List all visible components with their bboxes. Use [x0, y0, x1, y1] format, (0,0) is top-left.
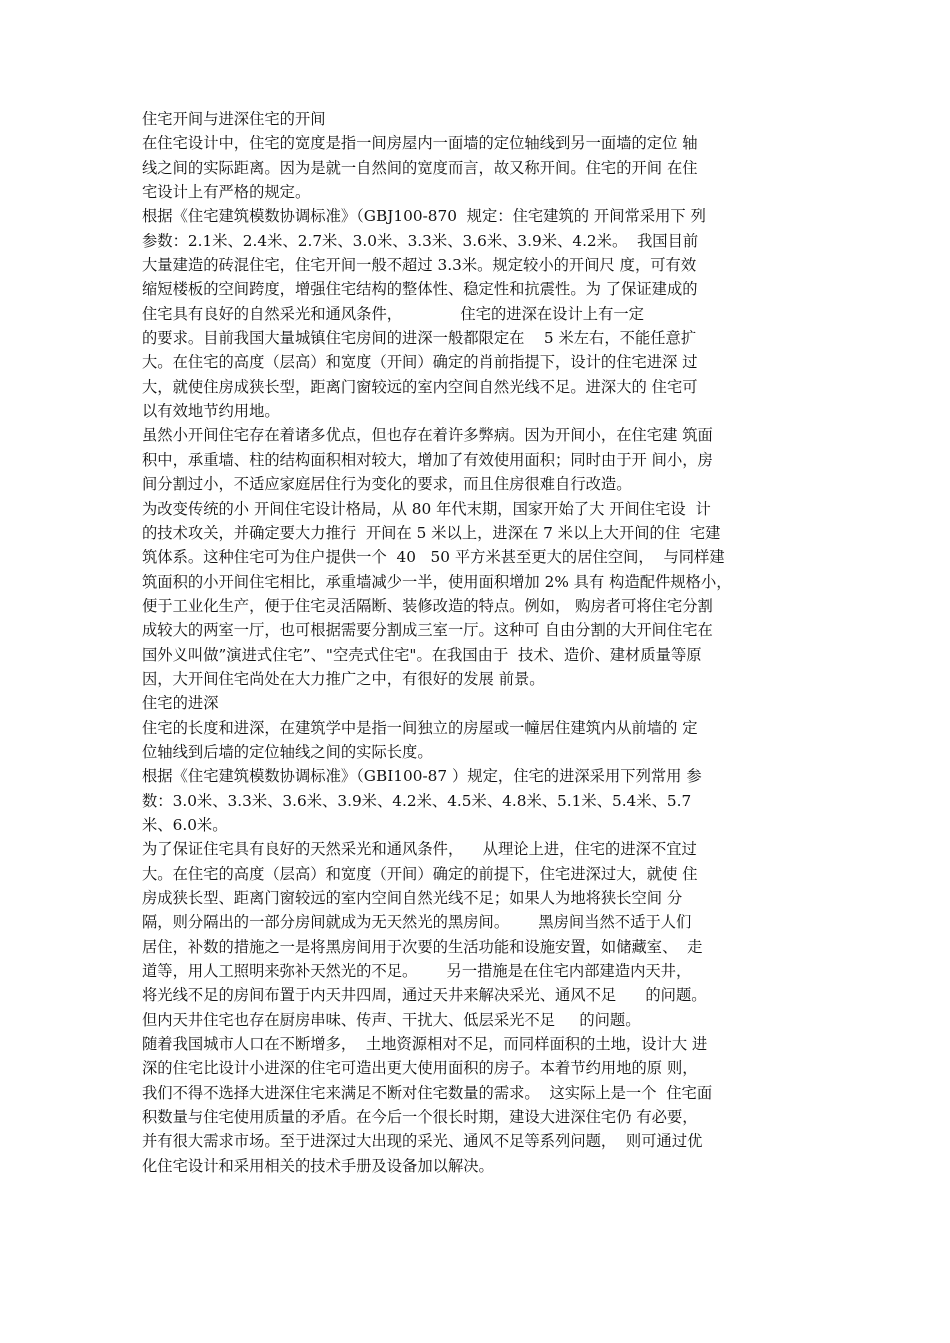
text-line: 随着我国城市人口在不断增多， 土地资源相对不足，而同样面积的土地，设计大 进 — [142, 1035, 708, 1054]
text-line: 我们不得不选择大进深住宅来满足不断对住宅数量的需求。 这实际上是一个 住宅面 — [142, 1083, 713, 1102]
text-line: 并有很大需求市场。至于进深过大出现的采光、通风不足等系列问题， 则可通过优 — [142, 1132, 703, 1151]
text-line: 大量建造的砖混住宅，住宅开间一般不超过 3.3米。规定较小的开间尺 度，可有效 — [142, 256, 697, 275]
text-line: 宅设计上有严格的规定。 — [142, 183, 311, 202]
text-line: 根据《住宅建筑模数协调标准》（GBI100-87 ）规定，住宅的进深采用下列常用 参 — [142, 767, 702, 786]
text-line: 的要求。目前我国大量城镇住宅房间的进深一般都限定在 5 米左右，不能任意扩 — [142, 329, 697, 348]
text-line: 筑体系。这种住宅可为住户提供一个 40 50 平方米甚至更大的居住空间， 与同样建 — [142, 548, 725, 567]
text-line: 道等，用人工照明来弥补天然光的不足。 另一措施是在住宅内部建造内天井， — [142, 962, 692, 981]
text-line: 深的住宅比设计小进深的住宅可造出更大使用面积的房子。本着节约用地的原 则， — [142, 1059, 698, 1078]
text-line: 住宅的进深 — [142, 694, 219, 713]
text-line: 线之间的实际距离。因为是就一自然间的宽度而言，故又称开间。住宅的开间 在住 — [142, 158, 698, 177]
text-line: 位轴线到后墙的定位轴线之间的实际长度。 — [142, 742, 433, 761]
text-line: 住宅开间与进深住宅的开间 — [142, 110, 326, 128]
text-line: 隔，则分隔出的一部分房间就成为无天然光的黑房间。 黑房间当然不适于人们 — [142, 913, 692, 932]
text-line: 但内天井住宅也存在厨房串味、传声、干扰大、低层采光不足 的问题。 — [142, 1010, 641, 1029]
text-line: 根据《住宅建筑模数协调标准》（GBJ100-870 规定：住宅建筑的 开间常采用下 列 — [142, 207, 706, 226]
text-line: 大。在住宅的高度（层高）和宽度（开间）确定的前提下，住宅进深过大，就使 住 — [142, 864, 698, 883]
text-line: 积数量与住宅使用质量的矛盾。在今后一个很长时期，建设大进深住宅仍 有必要， — [142, 1108, 698, 1127]
text-line: 筑面积的小开间住宅相比，承重墙减少一半，使用面积增加 2% 具有 构造配件规格小， — [142, 572, 732, 591]
text-line: 住宅具有良好的自然采光和通风条件， 住宅的进深在设计上有一定 — [142, 304, 644, 323]
text-line: 成较大的两室一厅，也可根据需要分割成三室一厅。这种可 自由分割的大开间住宅在 — [142, 621, 713, 640]
text-line: 国外义叫做”演进式住宅”、"空壳式住宅"。在我国由于 技术、造价、建材质量等原 — [142, 645, 702, 664]
text-line: 便于工业化生产，便于住宅灵活隔断、装修改造的特点。例如， 购房者可将住宅分割 — [142, 596, 713, 615]
text-line: 居住，补数的措施之一是将黑房间用于次要的生活功能和设施安置，如储藏室、 走 — [142, 937, 703, 956]
text-line: 大，就使住房成狭长型，距离门窗较远的室内空间自然光线不足。进深大的 住宅可 — [142, 377, 698, 396]
text-line: 在住宅设计中，住宅的宽度是指一间房屋内一面墙的定位轴线到另一面墙的定位 轴 — [142, 134, 698, 153]
text-line: 数：3.0米、3.3米、3.6米、3.9米、4.2米、4.5米、4.8米、5.1米、5.4米、5.7 — [142, 791, 692, 810]
text-line: 住宅的长度和进深，在建筑学中是指一间独立的房屋或一幢居住建筑内从前墙的 定 — [142, 718, 698, 737]
text-line: 的技术攻关，并确定要大力推行 开间在 5 米以上，进深在 7 米以上大开间的住 宅建 — [142, 523, 721, 542]
text-line: 参数：2.1米、2.4米、2.7米、3.0米、3.3米、3.6米、3.9米、4.2米。 我国目前 — [142, 231, 699, 250]
text-line: 缩短楼板的空间跨度，增强住宅结构的整体性、稳定性和抗震性。为 了保证建成的 — [142, 280, 698, 299]
text-line: 化住宅设计和采用相关的技术手册及设备加以解决。 — [142, 1156, 494, 1175]
text-line: 虽然小开间住宅存在着诸多优点，但也存在着许多弊病。因为开间小，在住宅建 筑面 — [142, 426, 713, 445]
text-line: 为改变传统的小 开间住宅设计格局，从 80 年代末期，国家开始了大 开间住宅设 计 — [142, 499, 711, 518]
text-line: 将光线不足的房间布置于内天井四周，通过天井来解决采光、通风不足 的问题。 — [142, 986, 707, 1005]
text-line: 米、6.0米。 — [142, 815, 228, 834]
document-page — [142, 107, 810, 1178]
text-line: 房成狭长型、距离门窗较远的室内空间自然光线不足；如果人为地将狭长空间 分 — [142, 889, 683, 907]
text-line: 为了保证住宅具有良好的天然采光和通风条件， 从理论上进，住宅的进深不宜过 — [142, 840, 697, 859]
text-line: 因，大开间住宅尚处在大力推广之中，有很好的发展 前景。 — [142, 669, 545, 688]
text-line: 大。在住宅的高度（层高）和宽度（开间）确定的肖前指提下，设计的住宅进深 过 — [142, 353, 698, 372]
text-line: 积中，承重墙、柱的结构面积相对较大，增加了有效使用面积；同时由于开 间小，房 — [142, 450, 713, 469]
text-line: 以有效地节约用地。 — [142, 402, 280, 421]
text-line: 间分割过小，不适应家庭居住行为变化的要求，而且住房很难自行改造。 — [142, 475, 632, 494]
